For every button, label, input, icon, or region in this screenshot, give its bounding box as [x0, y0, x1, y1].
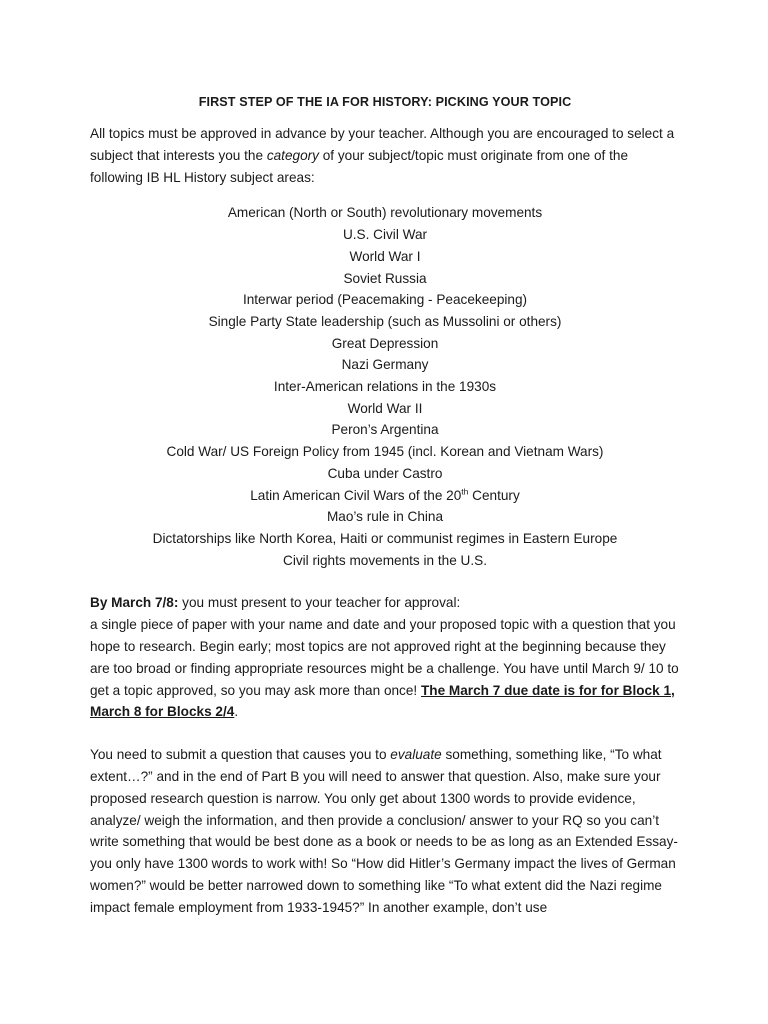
topic-item: Interwar period (Peacemaking - Peacekeeping) — [242, 292, 528, 308]
topic-item: World War II — [347, 400, 423, 416]
topic-item: Peron’s Argentina — [331, 422, 439, 438]
deadline-label: By March 7/8: — [90, 595, 179, 611]
topic-item: World War I — [349, 248, 421, 264]
deadline-line — [90, 592, 680, 614]
deadline-text-2: a single piece of paper with your name and date and your proposed topic with a question that you hope to research. Begin early; most topics are not approved right at the beginning because they are too broad or finding appropriate resources might be a challenge. You have until March 9/ 10 to get a topic approved, so you may ask more than once! — [90, 617, 679, 698]
intro-text-2: of your subject/topic must originate from one of the following IB HL History subject areas: — [90, 147, 629, 185]
topic-list — [90, 202, 680, 571]
topic-item: Nazi Germany — [341, 357, 429, 373]
topic-item: Civil rights movements in the U.S. — [283, 552, 487, 568]
intro-paragraph — [90, 123, 680, 188]
intro-emphasis: category — [266, 147, 319, 163]
topic-item: Cold War/ US Foreign Policy from 1945 (incl. Korean and Vietnam Wars) — [166, 444, 604, 460]
topic-item: U.S. Civil War — [342, 227, 428, 243]
topic-item: Dictatorships like North Korea, Haiti or communist regimes in Eastern Europe — [152, 530, 618, 546]
question-text-1: You need to submit a question that causes you to — [90, 747, 391, 763]
topic-item — [90, 485, 680, 507]
topic-item: Cuba under Castro — [327, 465, 443, 481]
question-paragraph — [90, 744, 680, 918]
topic-item: Great Depression — [331, 335, 439, 351]
topic-item: Inter-American relations in the 1930s — [273, 379, 497, 395]
topic-text: Latin American Civil Wars of the 20 — [250, 487, 462, 503]
deadline-end: . — [234, 704, 239, 720]
deadline-paragraph — [90, 614, 680, 723]
deadline-section — [90, 592, 680, 723]
topic-item: Single Party State leadership (such as Mussolini or others) — [208, 313, 562, 329]
topic-item: Soviet Russia — [343, 270, 427, 286]
topic-superscript: th — [461, 486, 469, 496]
deadline-underlined-note: The March 7 due date is for for Block 1, March 8 for Blocks 2/4 — [90, 682, 675, 720]
topic-item: American (North or South) revolutionary movements — [227, 205, 543, 221]
document-title: FIRST STEP OF THE IA FOR HISTORY: PICKING YOUR TOPIC — [198, 95, 572, 109]
document-page — [90, 92, 680, 919]
topic-item: Mao’s rule in China — [326, 509, 444, 525]
intro-text-1: All topics must be approved in advance by your teacher. Although you are encouraged to select a subject that interests you the — [90, 126, 675, 163]
deadline-text-1: you must present to your teacher for approval: — [178, 595, 461, 611]
question-section — [90, 744, 680, 918]
question-emphasis: evaluate — [390, 747, 442, 763]
topic-suffix: Century — [468, 487, 520, 503]
question-text-2: something, something like, “To what extent…?” and in the end of Part B you will need to answer that question. Also, make sure your proposed research question is narrow. You only get about 1300 words to provide evidence, analyze/ weigh the information, and then provide a conclusion/ answer to your RQ so you can’t write something that would be best done as a book or needs to be as long as an Extended Essay- you only have 1300 words to work with! So “How did Hitler’s Germany impact the lives of German women?” would be better narrowed down to something like “To what extent did the Nazi regime impact female employment from 1933-1945?” In another example, don’t use — [90, 747, 678, 915]
